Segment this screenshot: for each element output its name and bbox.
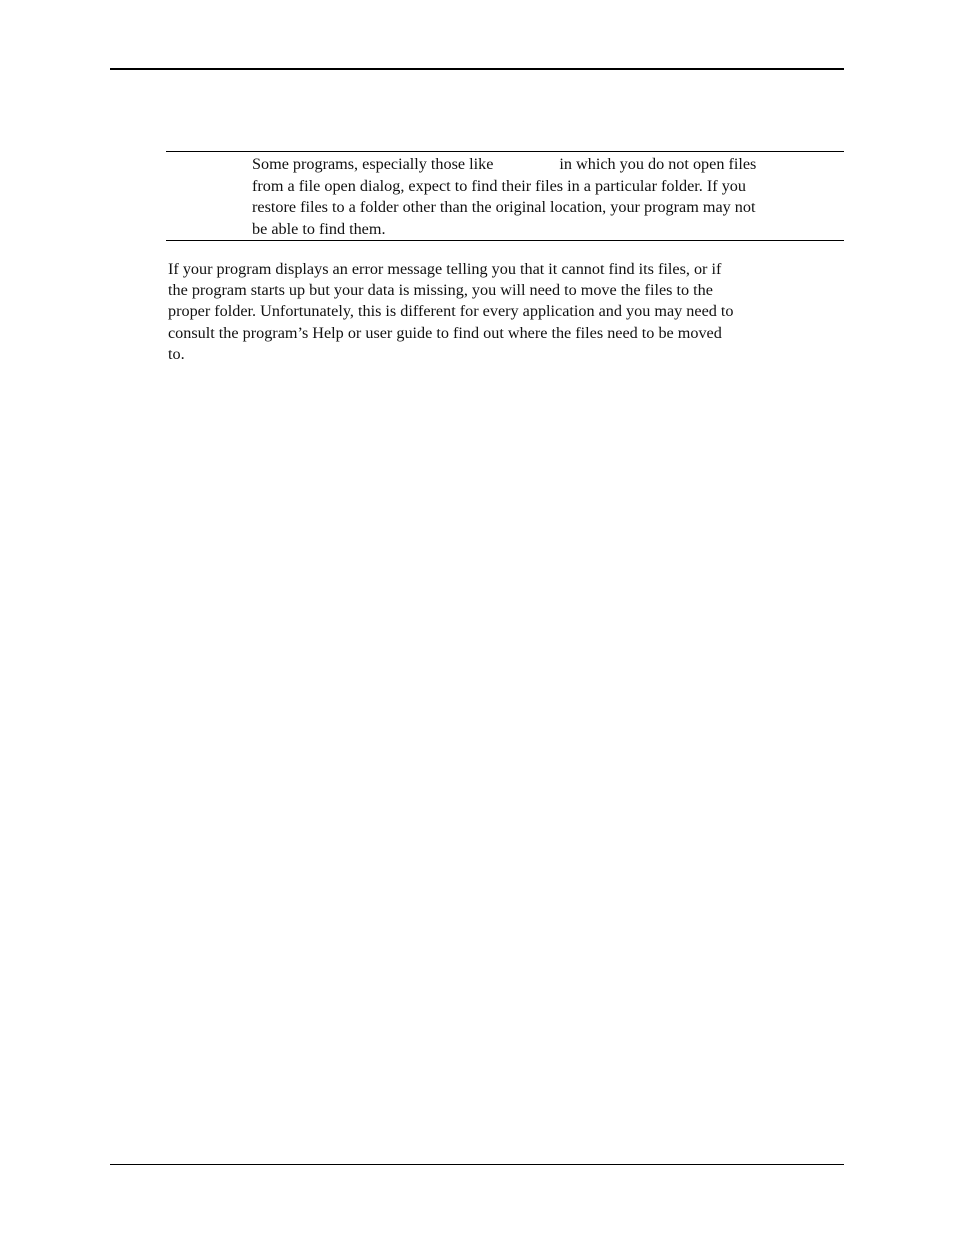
body-paragraph: [168, 259, 844, 365]
paragraph-line: consult the program’s Help or user guide to find out where the files need to be moved: [168, 323, 722, 342]
note-line-2: from a file open dialog, expect to find their files in a particular folder. If you: [252, 176, 746, 195]
note-line-3: restore files to a folder other than the original location, your program may not: [252, 198, 756, 216]
note-line-1-end: in which you do not open files: [559, 155, 757, 173]
note-text: [252, 154, 832, 240]
header-rule: [110, 68, 844, 70]
note-box: [166, 151, 844, 241]
footer-rule: [110, 1164, 844, 1165]
paragraph-line: proper folder. Unfortunately, this is different for every application and you may need to: [168, 302, 734, 321]
paragraph-line: to.: [168, 344, 185, 363]
note-line-1-start: Some programs, especially those like: [252, 155, 494, 173]
paragraph-line: If your program displays an error message telling you that it cannot find its files, or if: [168, 260, 722, 278]
note-line-1: [252, 154, 832, 176]
note-line-4: be able to find them.: [252, 219, 386, 238]
paragraph-line: the program starts up but your data is missing, you will need to move the files to the: [168, 281, 713, 300]
